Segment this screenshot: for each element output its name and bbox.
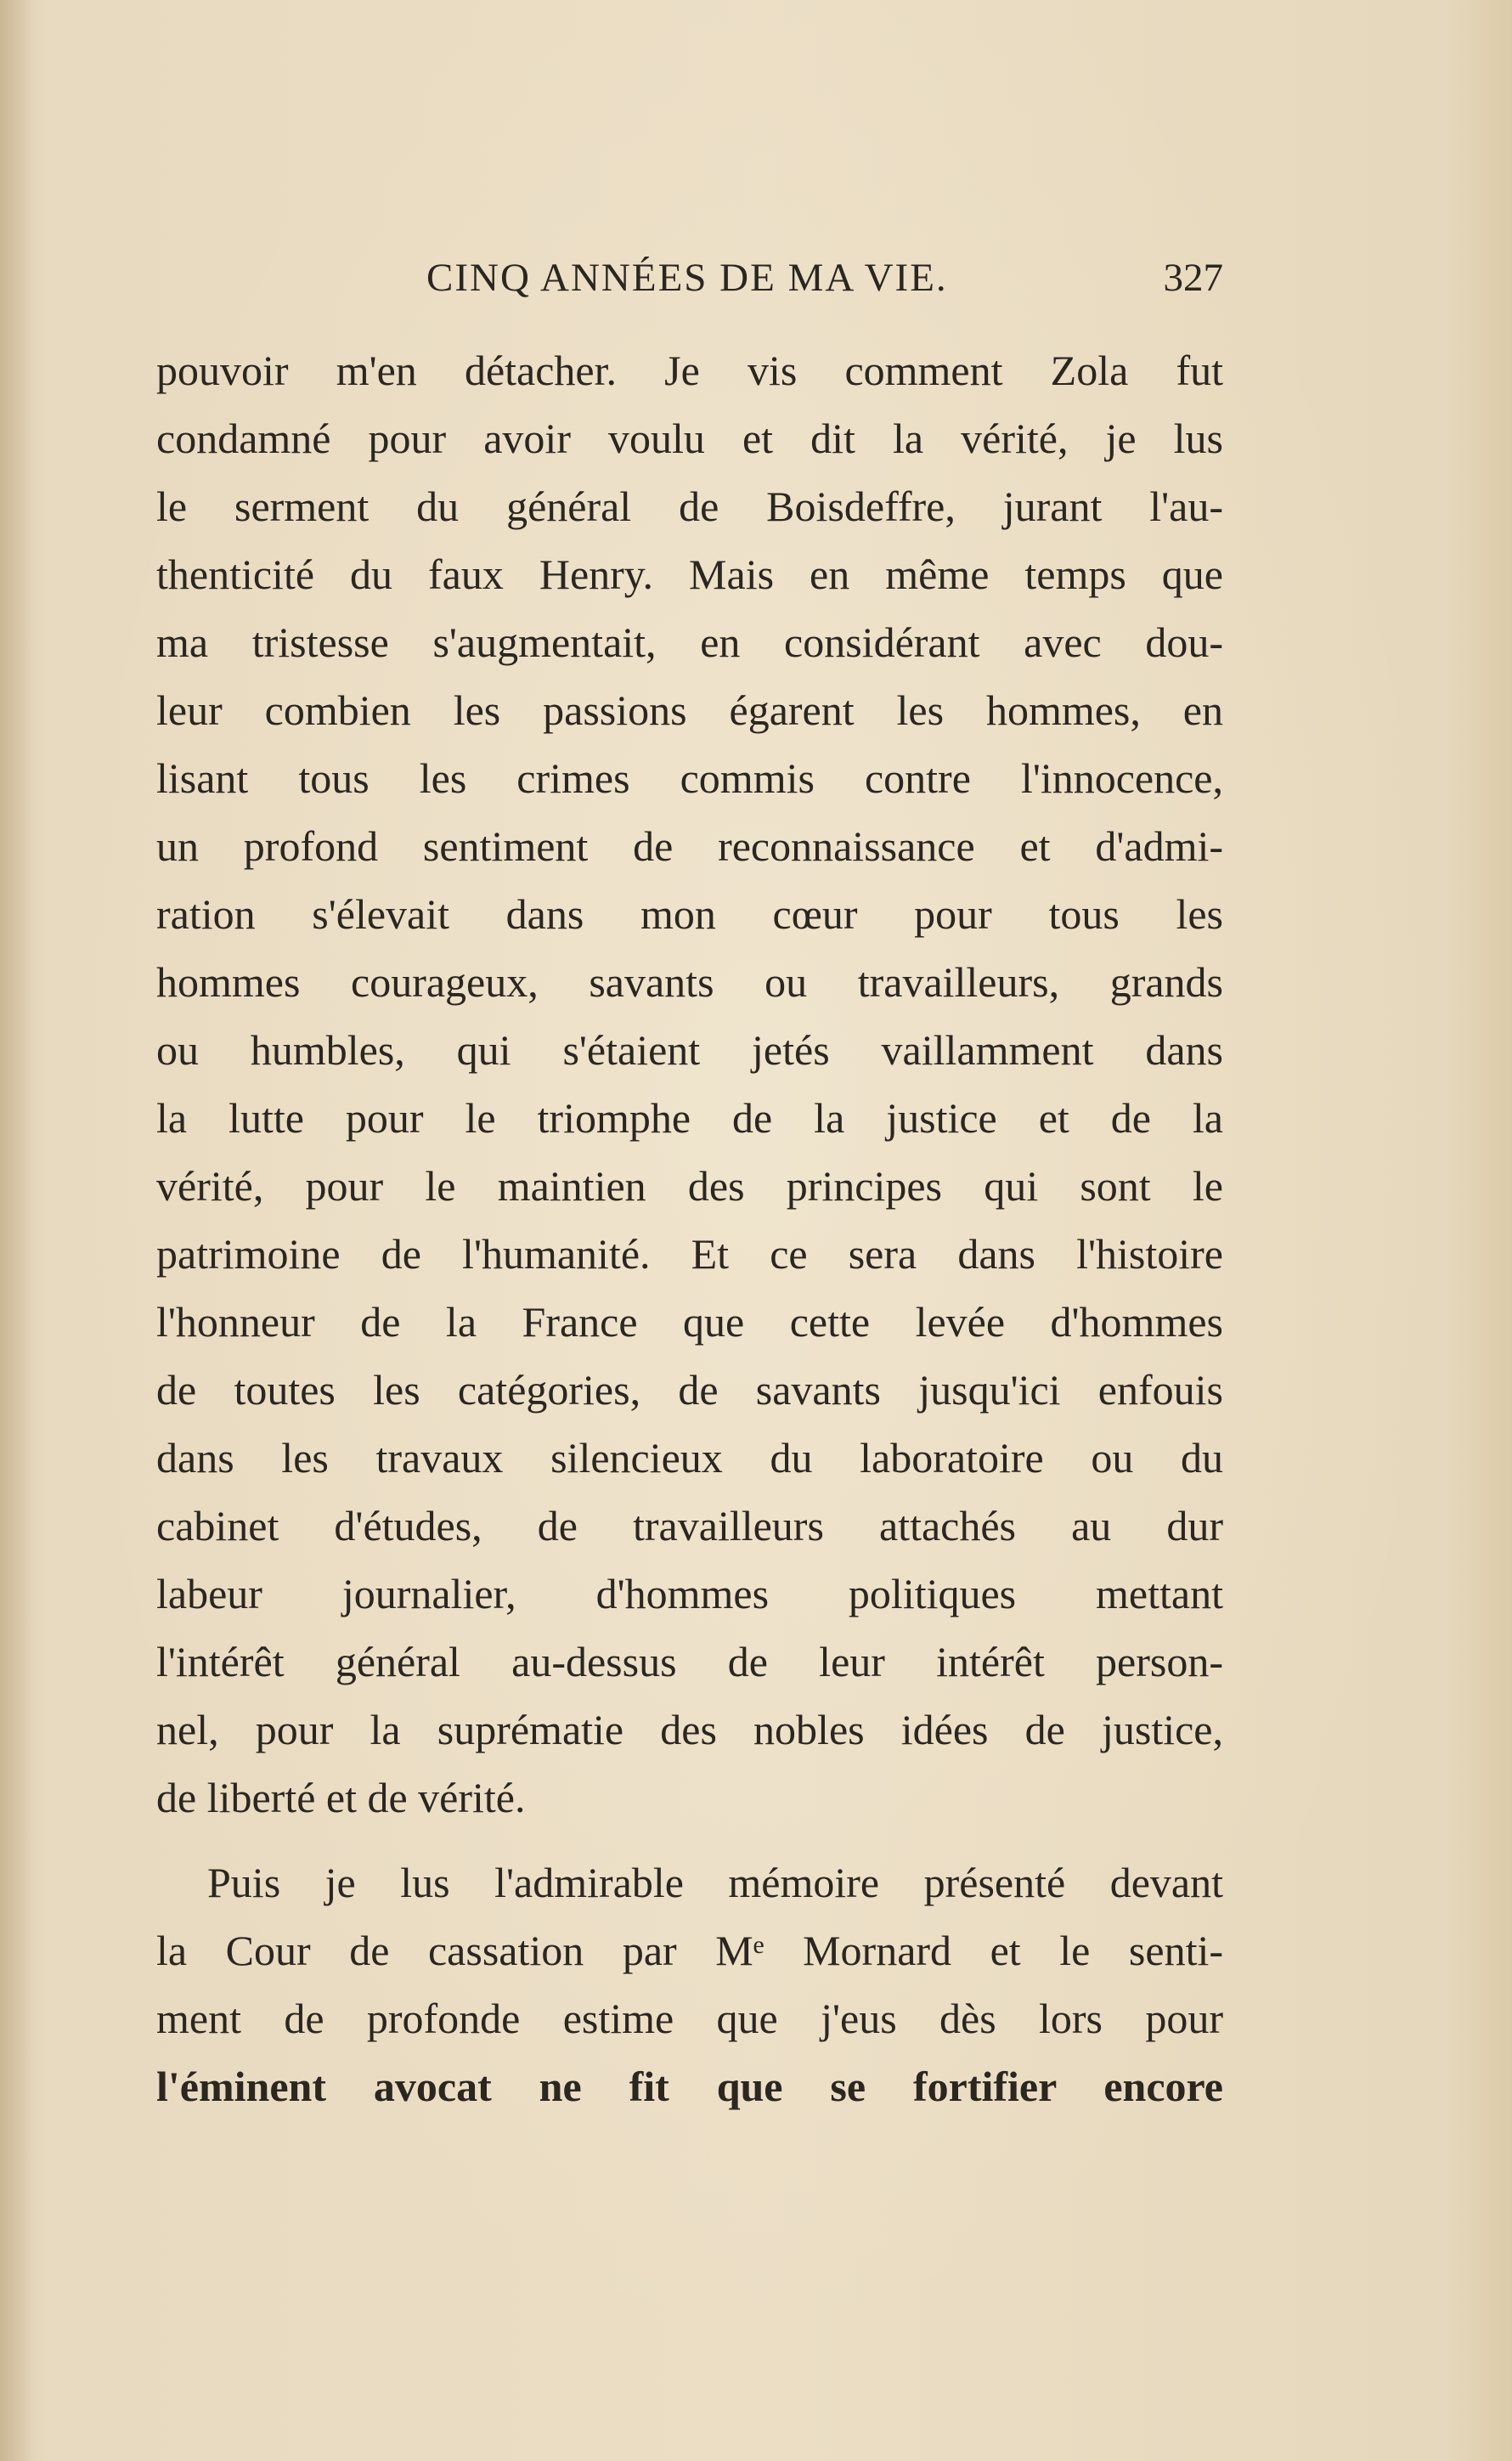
text-line: de liberté et de vérité. <box>156 1774 526 1821</box>
text-line: lisant tous les crimes commis contre l'innocence, <box>156 754 1223 802</box>
text-line: vérité, pour le maintien des principes qui sont le <box>156 1162 1223 1210</box>
running-title: CINQ ANNÉES DE MA VIE. <box>426 256 948 300</box>
spine-shadow <box>0 0 34 2461</box>
text-line: hommes courageux, savants ou travailleurs, grands <box>156 958 1223 1006</box>
text-line: thenticité du faux Henry. Mais en même temps que <box>156 550 1223 598</box>
text-line: ment de profonde estime que j'eus dès lors pour <box>156 1995 1223 2042</box>
text-line: l'éminent avocat ne fit que se fortifier encore <box>156 2063 1223 2110</box>
text-line: Puis je lus l'admirable mémoire présenté devant <box>207 1859 1223 1906</box>
text-line: ou humbles, qui s'étaient jetés vaillamment dans <box>156 1026 1223 1074</box>
text-line: pouvoir m'en détacher. Je vis comment Zola fut <box>156 347 1223 394</box>
paragraph-2 <box>156 1849 1223 2120</box>
text-line: le serment du général de Boisdeffre, jurant l'au- <box>156 483 1223 530</box>
text-line: cabinet d'études, de travailleurs attachés au dur <box>156 1502 1223 1549</box>
paragraph-1 <box>156 336 1223 1832</box>
text-line: labeur journalier, d'hommes politiques mettant <box>156 1570 1223 1617</box>
text-line: de toutes les catégories, de savants jusqu'ici enfouis <box>156 1366 1223 1414</box>
page-number: 327 <box>1163 256 1223 300</box>
body-text <box>156 336 1223 2120</box>
text-line: ma tristesse s'augmentait, en considérant avec dou- <box>156 618 1223 666</box>
text-line: ration s'élevait dans mon cœur pour tous les <box>156 890 1223 938</box>
text-line: patrimoine de l'humanité. Et ce sera dans l'histoire <box>156 1230 1223 1278</box>
running-head <box>156 248 1223 308</box>
text-line: leur combien les passions égarent les hommes, en <box>156 686 1223 734</box>
text-line: dans les travaux silencieux du laboratoire ou du <box>156 1434 1223 1482</box>
text-line: la lutte pour le triomphe de la justice et de la <box>156 1094 1223 1142</box>
text-line: la Cour de cassation par Mᵉ Mornard et le senti- <box>156 1927 1223 1974</box>
text-line: condamné pour avoir voulu et dit la vérité, je lus <box>156 415 1223 462</box>
text-line: l'intérêt général au-dessus de leur intérêt person- <box>156 1638 1223 1685</box>
text-line: nel, pour la suprématie des nobles idées de justice, <box>156 1706 1223 1753</box>
text-line: l'honneur de la France que cette levée d'hommes <box>156 1298 1223 1346</box>
text-line: un profond sentiment de reconnaissance et d'admi- <box>156 822 1223 870</box>
